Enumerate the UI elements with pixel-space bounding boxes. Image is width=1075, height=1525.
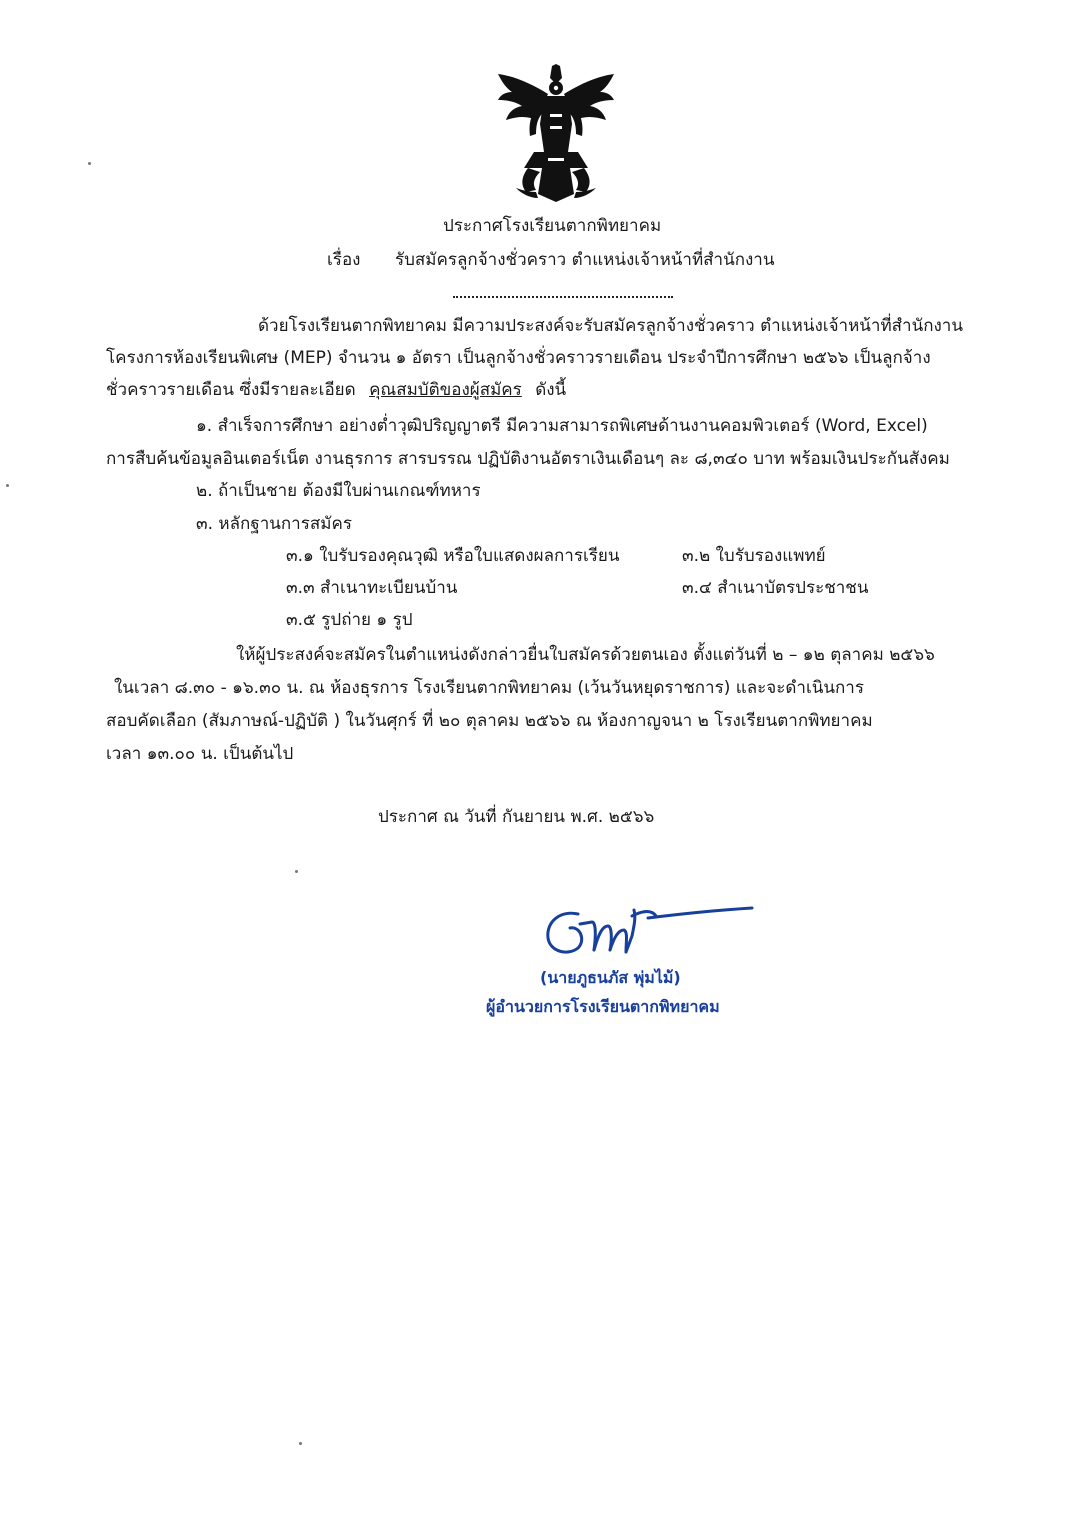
subject-label: เรื่อง: [327, 250, 361, 270]
item-3: ๓. หลักฐานการสมัคร: [196, 514, 352, 534]
sub-item-3-2: ๓.๒ ใบรับรองแพทย์: [682, 546, 826, 566]
signatory-name: (นายภูธนภัส พุ่มไม้): [540, 968, 681, 987]
intro-line-3: [106, 382, 566, 399]
sub-item-3-5: ๓.๕ รูปถ่าย ๑ รูป: [286, 610, 413, 630]
apply-line-3: สอบคัดเลือก (สัมภาษณ์-ปฏิบัติ ) ในวันศุกร์ ที่ ๒๐ ตุลาคม ๒๕๖๖ ณ ห้องกาญจนา ๒ โรงเรียนตากพิทยาคม: [106, 711, 873, 731]
garuda-emblem-icon: [492, 64, 620, 202]
intro-line-3-end: ดังนี้: [535, 380, 567, 400]
intro-line-1: ด้วยโรงเรียนตากพิทยาคม มีความประสงค์จะรับสมัครลูกจ้างชั่วคราว ตำแหน่งเจ้าหน้าที่สำนักงาน: [258, 316, 963, 336]
scan-speck: [88, 162, 91, 165]
apply-line-2: ในเวลา ๘.๓๐ - ๑๖.๓๐ น. ณ ห้องธุรการ โรงเรียนตากพิทยาคม (เว้นวันหยุดราชการ) และจะดำเนินการ: [114, 678, 864, 698]
qualifications-heading: คุณสมบัติของผู้สมัคร: [369, 380, 522, 400]
announcement-date: ประกาศ ณ วันที่ กันยายน พ.ศ. ๒๕๖๖: [378, 807, 655, 827]
sub-item-3-1: ๓.๑ ใบรับรองคุณวุฒิ หรือใบแสดงผลการเรียน: [286, 546, 620, 566]
subject-text: รับสมัครลูกจ้างชั่วคราว ตำแหน่งเจ้าหน้าที่สำนักงาน: [395, 250, 775, 270]
sub-item-3-4: ๓.๔ สำเนาบัตรประชาชน: [682, 578, 869, 598]
sub-item-3-3: ๓.๓ สำเนาทะเบียนบ้าน: [286, 578, 458, 598]
item-1-line-1: ๑. สำเร็จการศึกษา อย่างต่ำวุฒิปริญญาตรี มีความสามารถพิเศษด้านงานคอมพิวเตอร์ (Word, Excel): [196, 416, 928, 436]
document-title: ประกาศโรงเรียนตากพิทยาคม: [443, 216, 662, 236]
separator-rule: [453, 296, 673, 298]
signature-icon: [540, 896, 760, 966]
intro-line-3-start: ชั่วคราวรายเดือน ซึ่งมีรายละเอียด: [106, 380, 356, 400]
scan-speck: [6, 484, 9, 487]
signatory-position: ผู้อำนวยการโรงเรียนตากพิทยาคม: [486, 997, 720, 1016]
apply-line-4: เวลา ๑๓.๐๐ น. เป็นต้นไป: [106, 744, 294, 764]
intro-line-2: โครงการห้องเรียนพิเศษ (MEP) จำนวน ๑ อัตรา เป็นลูกจ้างชั่วคราวรายเดือน ประจำปีการศึกษา ๒๕๖๖ เป็นลูกจ้าง: [106, 348, 931, 368]
item-2: ๒. ถ้าเป็นชาย ต้องมีใบผ่านเกณฑ์ทหาร: [196, 481, 481, 501]
scan-speck: [299, 1442, 302, 1445]
scan-speck: [295, 870, 298, 873]
apply-line-1: ให้ผู้ประสงค์จะสมัครในตำแหน่งดังกล่าวยื่นใบสมัครด้วยตนเอง ตั้งแต่วันที่ ๒ – ๑๒ ตุลาคม ๒๕๖๖: [236, 645, 935, 665]
item-1-line-2: การสืบค้นข้อมูลอินเตอร์เน็ต งานธุรการ สารบรรณ ปฏิบัติงานอัตราเงินเดือนๆ ละ ๘,๓๔๐ บาท พร้อมเงินประกันสังคม: [106, 449, 950, 469]
